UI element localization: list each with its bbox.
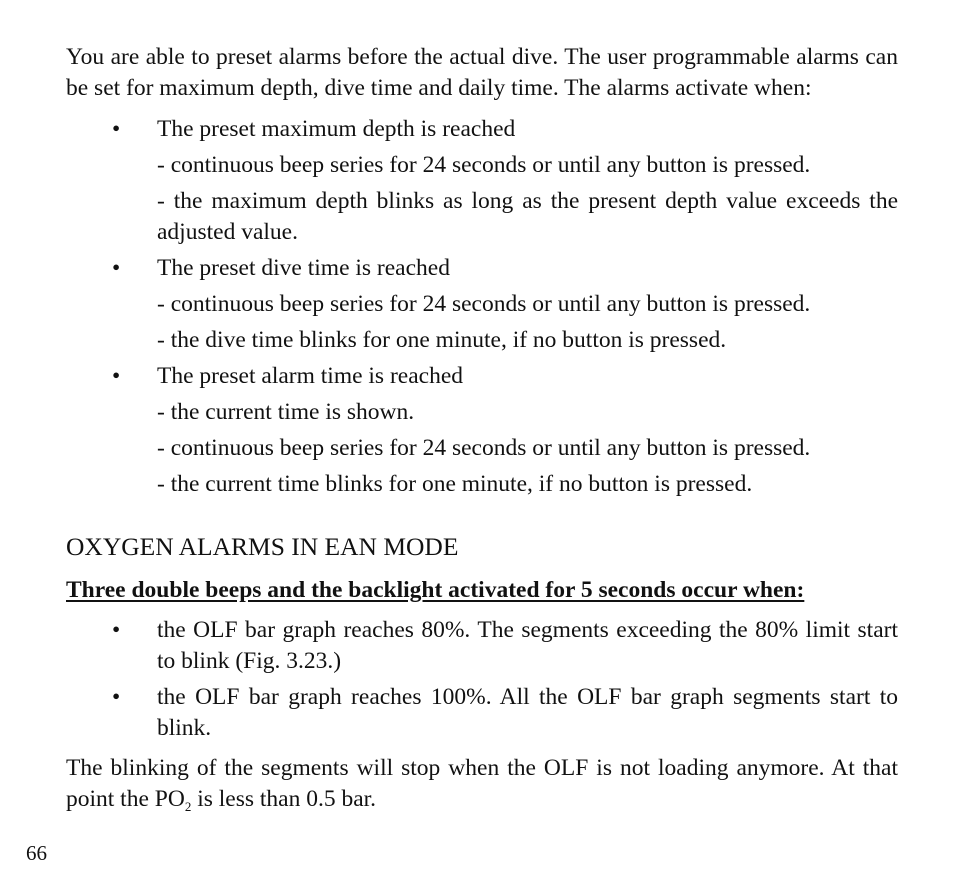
- page-number: 66: [26, 841, 47, 865]
- ean-item-80: [66, 615, 898, 677]
- alarm-title-alarm-time: [66, 361, 898, 392]
- alarm-title-text: The preset maximum depth is reached: [157, 116, 516, 142]
- alarm-detail: - continuous beep series for 24 seconds or until any button is pressed.: [157, 435, 811, 461]
- alarm-detail: - the maximum depth blinks as long as the present depth value exceeds the adjusted value.: [157, 188, 898, 245]
- alarm-title-max-depth: [66, 114, 898, 145]
- alarm-title-dive-time: [66, 253, 898, 284]
- ean-item-text: the OLF bar graph reaches 80%. The segments exceeding the 80% limit start to blink (Fig. 3.23.): [157, 617, 898, 674]
- alarm-item-max-depth: [66, 114, 898, 248]
- manual-page-content: [66, 42, 898, 815]
- alarm-detail: - continuous beep series for 24 seconds or until any button is pressed.: [157, 291, 811, 317]
- closing-subscript: 2: [184, 799, 192, 814]
- intro-paragraph: You are able to preset alarms before the actual dive. The user programmable alarms can be set for maximum depth, dive time and daily time. The alarms activate when:: [66, 44, 898, 101]
- sub-heading: Three double beeps and the backlight activated for 5 seconds occur when:: [66, 577, 805, 603]
- closing-text-before: The blinking of the segments will stop when the OLF is not loading anymore. At that point the PO: [66, 755, 898, 812]
- alarm-item-alarm-time: [66, 361, 898, 500]
- alarm-item-dive-time: [66, 253, 898, 356]
- bullet-icon: •: [112, 684, 121, 710]
- closing-text-after: is less than 0.5 bar.: [191, 786, 377, 812]
- bullet-icon: •: [112, 255, 121, 281]
- bullet-icon: •: [112, 617, 121, 643]
- alarm-title-text: The preset dive time is reached: [157, 255, 450, 281]
- bullet-icon: •: [112, 116, 121, 142]
- section-heading: OXYGEN ALARMS IN EAN MODE: [66, 532, 459, 561]
- alarm-detail: - continuous beep series for 24 seconds or until any button is pressed.: [157, 152, 811, 178]
- ean-alarm-list: [66, 615, 898, 744]
- ean-item-text: the OLF bar graph reaches 100%. All the OLF bar graph segments start to blink.: [157, 684, 898, 741]
- alarm-list: [66, 114, 898, 500]
- closing-paragraph: [66, 753, 898, 815]
- alarm-title-text: The preset alarm time is reached: [157, 363, 464, 389]
- alarm-detail: - the dive time blinks for one minute, if no button is pressed.: [157, 327, 727, 353]
- ean-item-100: [66, 682, 898, 744]
- alarm-detail: - the current time blinks for one minute, if no button is pressed.: [157, 471, 753, 497]
- alarm-detail: - the current time is shown.: [157, 399, 415, 425]
- bullet-icon: •: [112, 363, 121, 389]
